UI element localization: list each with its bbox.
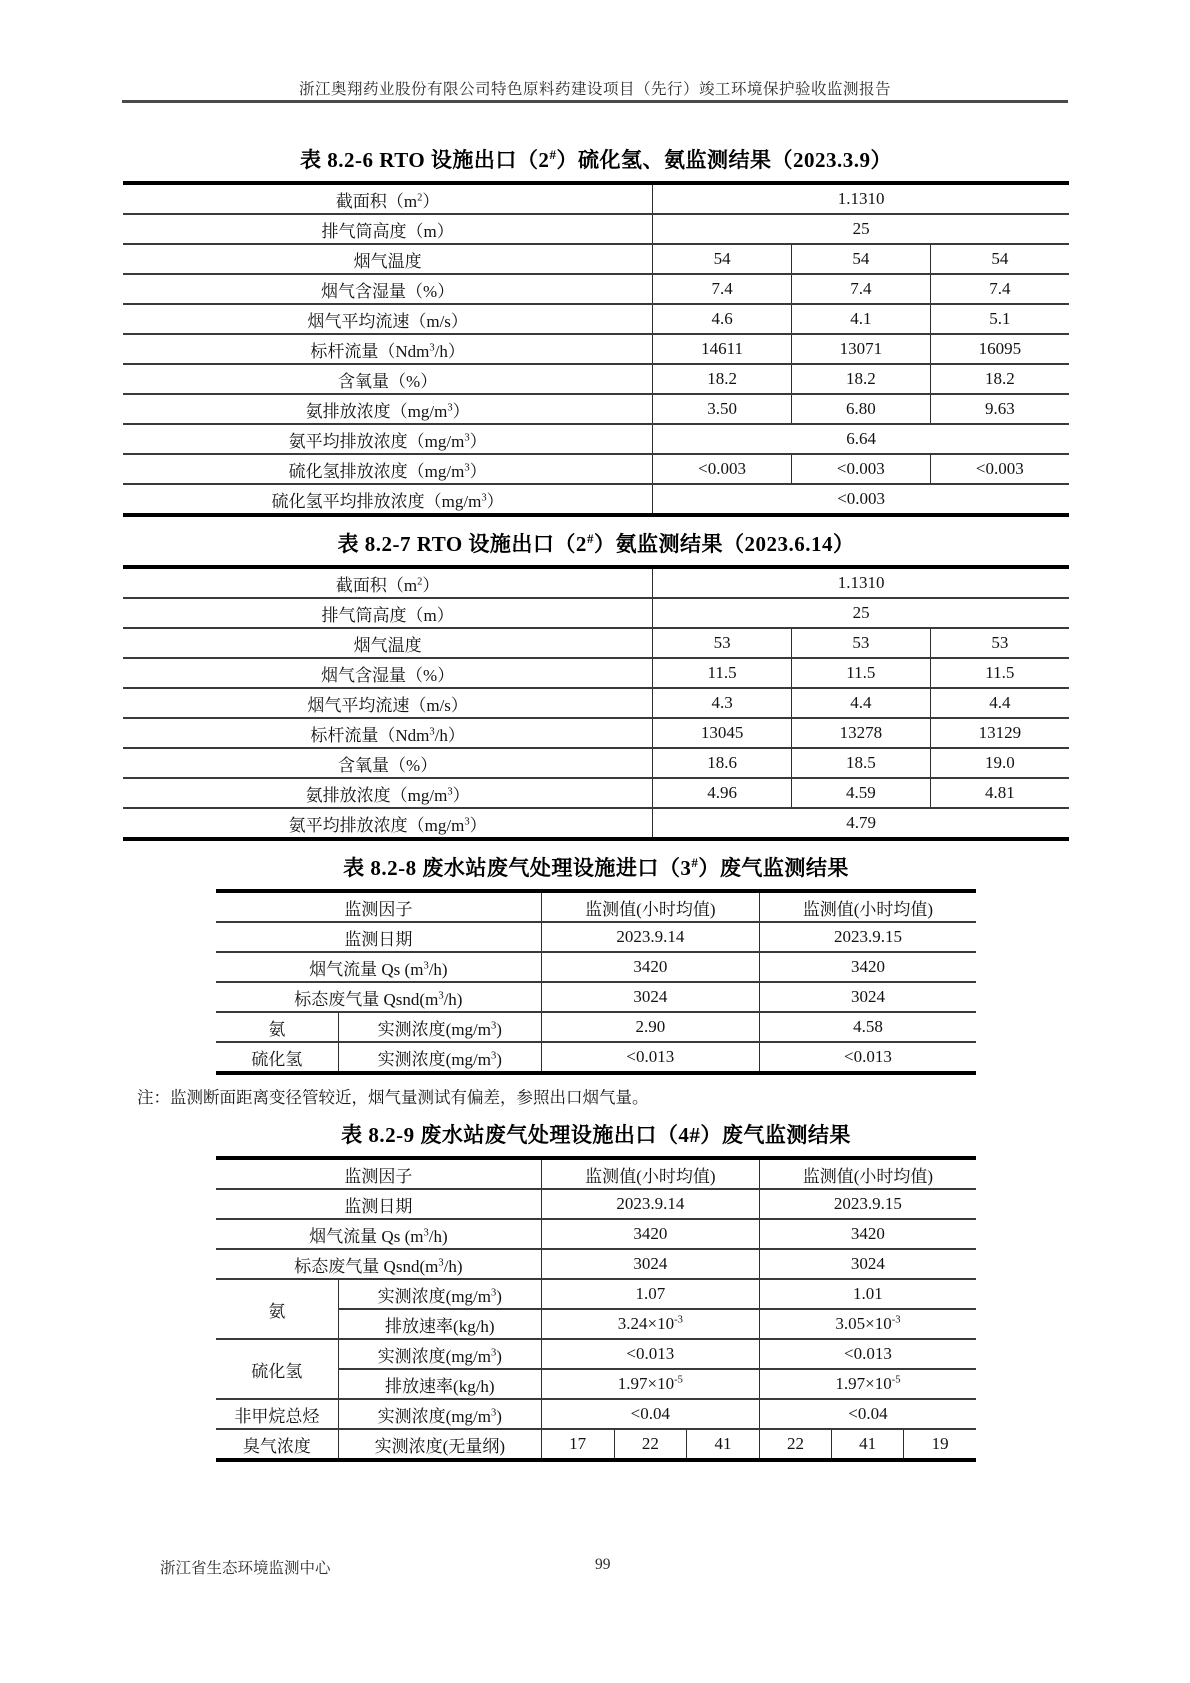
- table-row: [216, 1399, 976, 1429]
- footer-page-number: 99: [595, 1556, 611, 1573]
- table-cell: 4.3: [653, 688, 792, 718]
- table-cell: 54: [930, 244, 1069, 274]
- table-cell: 6.64: [653, 424, 1069, 454]
- table-row: [123, 454, 1069, 484]
- table-cell: 22: [759, 1429, 831, 1460]
- table-cell: 烟气温度: [123, 244, 653, 274]
- table-cell: 含氧量（%）: [123, 364, 653, 394]
- table-cell: 实测浓度(无量纲): [338, 1429, 541, 1460]
- table-cell: <0.013: [759, 1042, 976, 1073]
- table-8-2-9-title: 表 8.2-9 废水站废气处理设施出口（4#）废气监测结果: [341, 1123, 851, 1147]
- table-cell: 实测浓度$(mg/m^3)$: [338, 1042, 541, 1073]
- table-cell: 53: [930, 628, 1069, 658]
- table-cell: 6.80: [791, 394, 930, 424]
- table-cell: 4.6: [653, 304, 792, 334]
- table-row: [123, 567, 1069, 598]
- table-cell: 排气筒高度（m）: [123, 214, 653, 244]
- table-cell: 监测值(小时均值): [759, 1158, 976, 1189]
- table-cell: 1.01: [759, 1279, 976, 1309]
- table-cell: 25: [653, 598, 1069, 628]
- table-row: [216, 982, 976, 1012]
- table-cell: 2023.9.14: [541, 1189, 759, 1219]
- table-row: [123, 274, 1069, 304]
- table-8-2-7-title: 表 8.2-7 RTO 设施出口（2#）氨监测结果（2023.6.14）: [337, 531, 855, 556]
- table-cell: 18.2: [930, 364, 1069, 394]
- table-cell: 排气筒高度（m）: [123, 598, 653, 628]
- table-cell: 监测值(小时均值): [541, 891, 759, 922]
- table-cell: 氨排放浓度$(mg/m^3)$: [123, 778, 653, 808]
- table-cell: 监测值(小时均值): [541, 1158, 759, 1189]
- table-cell: 硫化氢: [216, 1042, 338, 1073]
- table-8-2-8-note: 注：监测断面距离变径管较近，烟气量测试有偏差，参照出口烟气量。: [137, 1088, 649, 1107]
- table-cell: 标态废气量 $Qsnd(m^3/h)$: [216, 982, 541, 1012]
- table-row: [216, 1042, 976, 1073]
- table-cell: 标杆流量（Ndm$^3$/h）: [123, 718, 653, 748]
- table-cell: 硫化氢平均排放浓度$(mg/m^3)$: [123, 484, 653, 515]
- table-cell: 2023.9.15: [759, 1189, 976, 1219]
- table-row: [216, 891, 976, 922]
- table-cell: 4.59: [791, 778, 930, 808]
- table-row: [216, 1339, 976, 1369]
- table-cell: 烟气含湿量（%）: [123, 274, 653, 304]
- table-row: [123, 718, 1069, 748]
- table-cell: 非甲烷总烃: [216, 1399, 338, 1429]
- table-cell: 13045: [653, 718, 792, 748]
- table-8-2-6: [123, 181, 1069, 517]
- table-cell: 4.96: [653, 778, 792, 808]
- table-cell: 53: [791, 628, 930, 658]
- table-cell: 5.1: [930, 304, 1069, 334]
- table-row: [123, 394, 1069, 424]
- table-cell: 11.5: [653, 658, 792, 688]
- table-8-2-6-title: 表 8.2-6 RTO 设施出口（2#）硫化氢、氨监测结果（2023.3.9）: [300, 147, 892, 172]
- table-cell: 18.5: [791, 748, 930, 778]
- table-cell: 7.4: [791, 274, 930, 304]
- table-cell: 3.50: [653, 394, 792, 424]
- table-cell: 监测因子: [216, 1158, 541, 1189]
- table-row: [123, 808, 1069, 839]
- table-row: [123, 748, 1069, 778]
- table-cell: 3420: [759, 1219, 976, 1249]
- table-cell: $3.24\times 10^{-3}$: [541, 1309, 759, 1339]
- table-cell: 氨平均排放浓度$(mg/m^3)$: [123, 808, 653, 839]
- table-cell: 硫化氢: [216, 1339, 338, 1399]
- table-cell: 烟气含湿量（%）: [123, 658, 653, 688]
- table-row: [123, 334, 1069, 364]
- table-cell: 1.1310: [653, 567, 1069, 598]
- table-cell: 3024: [541, 982, 759, 1012]
- table-cell: 13071: [791, 334, 930, 364]
- table-8-2-8-title: 表 8.2-8 废水站废气处理设施进口（3#）废气监测结果: [343, 855, 849, 880]
- table-cell: 14611: [653, 334, 792, 364]
- table-row: [123, 658, 1069, 688]
- table-cell: 标态废气量 $Qsnd(m^3/h)$: [216, 1249, 541, 1279]
- table-cell: 截面积$(m^2)$: [123, 183, 653, 214]
- table-cell: 3420: [541, 952, 759, 982]
- table-cell: 22: [614, 1429, 687, 1460]
- table-cell: 实测浓度$(mg/m^3)$: [338, 1012, 541, 1042]
- table-row: [216, 1158, 976, 1189]
- table-row: [123, 424, 1069, 454]
- table-cell: 1.1310: [653, 183, 1069, 214]
- table-cell: 3024: [759, 982, 976, 1012]
- page-footer: [123, 1556, 1069, 1580]
- table-cell: 监测值(小时均值): [759, 891, 976, 922]
- table-row: [216, 1189, 976, 1219]
- table-cell: 4.81: [930, 778, 1069, 808]
- table-row: [216, 1429, 976, 1460]
- table-cell: 4.4: [791, 688, 930, 718]
- page-content: [123, 103, 1069, 1462]
- table-cell: 排放速率(kg/h): [338, 1309, 541, 1339]
- table-row: [123, 183, 1069, 214]
- table-row: [123, 244, 1069, 274]
- table-row: [216, 1219, 976, 1249]
- table-row: [216, 952, 976, 982]
- table-cell: 18.2: [653, 364, 792, 394]
- table-cell: 25: [653, 214, 1069, 244]
- table-cell: 3024: [759, 1249, 976, 1279]
- table-cell: 54: [653, 244, 792, 274]
- table-cell: 2.90: [541, 1012, 759, 1042]
- table-cell: 氨平均排放浓度$(mg/m^3)$: [123, 424, 653, 454]
- table-cell: <0.04: [759, 1399, 976, 1429]
- table-cell: 19: [904, 1429, 976, 1460]
- table-cell: 16095: [930, 334, 1069, 364]
- table-cell: $1.97\times 10^{-5}$: [759, 1369, 976, 1399]
- table-row: [216, 922, 976, 952]
- table-row: [123, 778, 1069, 808]
- table-cell: 3420: [541, 1219, 759, 1249]
- table-cell: 13129: [930, 718, 1069, 748]
- table-cell: 硫化氢排放浓度$(mg/m^3)$: [123, 454, 653, 484]
- table-cell: 4.1: [791, 304, 930, 334]
- table-cell: 实测浓度$(mg/m^3)$: [338, 1279, 541, 1309]
- table-cell: 11.5: [930, 658, 1069, 688]
- footer-organization: 浙江省生态环境监测中心: [160, 1560, 331, 1577]
- table-cell: 41: [687, 1429, 760, 1460]
- table-cell: 实测浓度$(mg/m^3)$: [338, 1399, 541, 1429]
- table-cell: 氨: [216, 1012, 338, 1042]
- table-cell: 监测日期: [216, 922, 541, 952]
- table-cell: 3420: [759, 952, 976, 982]
- table-cell: 11.5: [791, 658, 930, 688]
- table-cell: 2023.9.14: [541, 922, 759, 952]
- table-cell: <0.013: [759, 1339, 976, 1369]
- table-cell: 1.07: [541, 1279, 759, 1309]
- table-cell: 4.4: [930, 688, 1069, 718]
- table-cell: $3.05\times 10^{-3}$: [759, 1309, 976, 1339]
- table-cell: 19.0: [930, 748, 1069, 778]
- table-cell: 氨排放浓度$(mg/m^3)$: [123, 394, 653, 424]
- table-cell: <0.013: [541, 1339, 759, 1369]
- table-cell: 烟气平均流速（m/s）: [123, 688, 653, 718]
- table-cell: 烟气平均流速（m/s）: [123, 304, 653, 334]
- table-cell: 4.58: [759, 1012, 976, 1042]
- table-cell: 18.2: [791, 364, 930, 394]
- table-cell: 标杆流量（Ndm$^3$/h）: [123, 334, 653, 364]
- table-cell: 17: [541, 1429, 614, 1460]
- table-cell: 含氧量（%）: [123, 748, 653, 778]
- table-cell: 截面积$(m^2)$: [123, 567, 653, 598]
- table-8-2-7: [123, 565, 1069, 841]
- table-cell: 54: [791, 244, 930, 274]
- table-cell: 13278: [791, 718, 930, 748]
- table-cell: <0.003: [791, 454, 930, 484]
- table-cell: 烟气温度: [123, 628, 653, 658]
- table-cell: 3024: [541, 1249, 759, 1279]
- table-cell: 7.4: [653, 274, 792, 304]
- table-8-2-9: [216, 1156, 976, 1462]
- table-row: [123, 484, 1069, 515]
- table-cell: 7.4: [930, 274, 1069, 304]
- table-cell: <0.013: [541, 1042, 759, 1073]
- table-cell: 实测浓度$(mg/m^3)$: [338, 1339, 541, 1369]
- table-cell: <0.04: [541, 1399, 759, 1429]
- table-cell: 41: [832, 1429, 904, 1460]
- table-cell: 2023.9.15: [759, 922, 976, 952]
- table-row: [123, 628, 1069, 658]
- table-row: [123, 598, 1069, 628]
- table-row: [123, 364, 1069, 394]
- table-8-2-8: [216, 889, 976, 1075]
- table-cell: 臭气浓度: [216, 1429, 338, 1460]
- table-cell: <0.003: [930, 454, 1069, 484]
- table-cell: 18.6: [653, 748, 792, 778]
- table-cell: <0.003: [653, 454, 792, 484]
- table-row: [216, 1279, 976, 1309]
- table-cell: 4.79: [653, 808, 1069, 839]
- table-cell: 53: [653, 628, 792, 658]
- table-cell: 氨: [216, 1279, 338, 1339]
- table-cell: 排放速率(kg/h): [338, 1369, 541, 1399]
- table-cell: 烟气流量 Qs $(m^3/h)$: [216, 1219, 541, 1249]
- table-row: [216, 1012, 976, 1042]
- table-row: [216, 1249, 976, 1279]
- table-row: [123, 688, 1069, 718]
- table-row: [123, 214, 1069, 244]
- table-cell: 监测因子: [216, 891, 541, 922]
- page-header-title: 浙江奥翔药业股份有限公司特色原料药建设项目（先行）竣工环境保护验收监测报告: [298, 81, 891, 98]
- table-cell: <0.003: [653, 484, 1069, 515]
- table-cell: $1.97\times 10^{-5}$: [541, 1369, 759, 1399]
- table-cell: 烟气流量 Qs $(m^3/h)$: [216, 952, 541, 982]
- table-row: [123, 304, 1069, 334]
- table-cell: 监测日期: [216, 1189, 541, 1219]
- table-cell: 9.63: [930, 394, 1069, 424]
